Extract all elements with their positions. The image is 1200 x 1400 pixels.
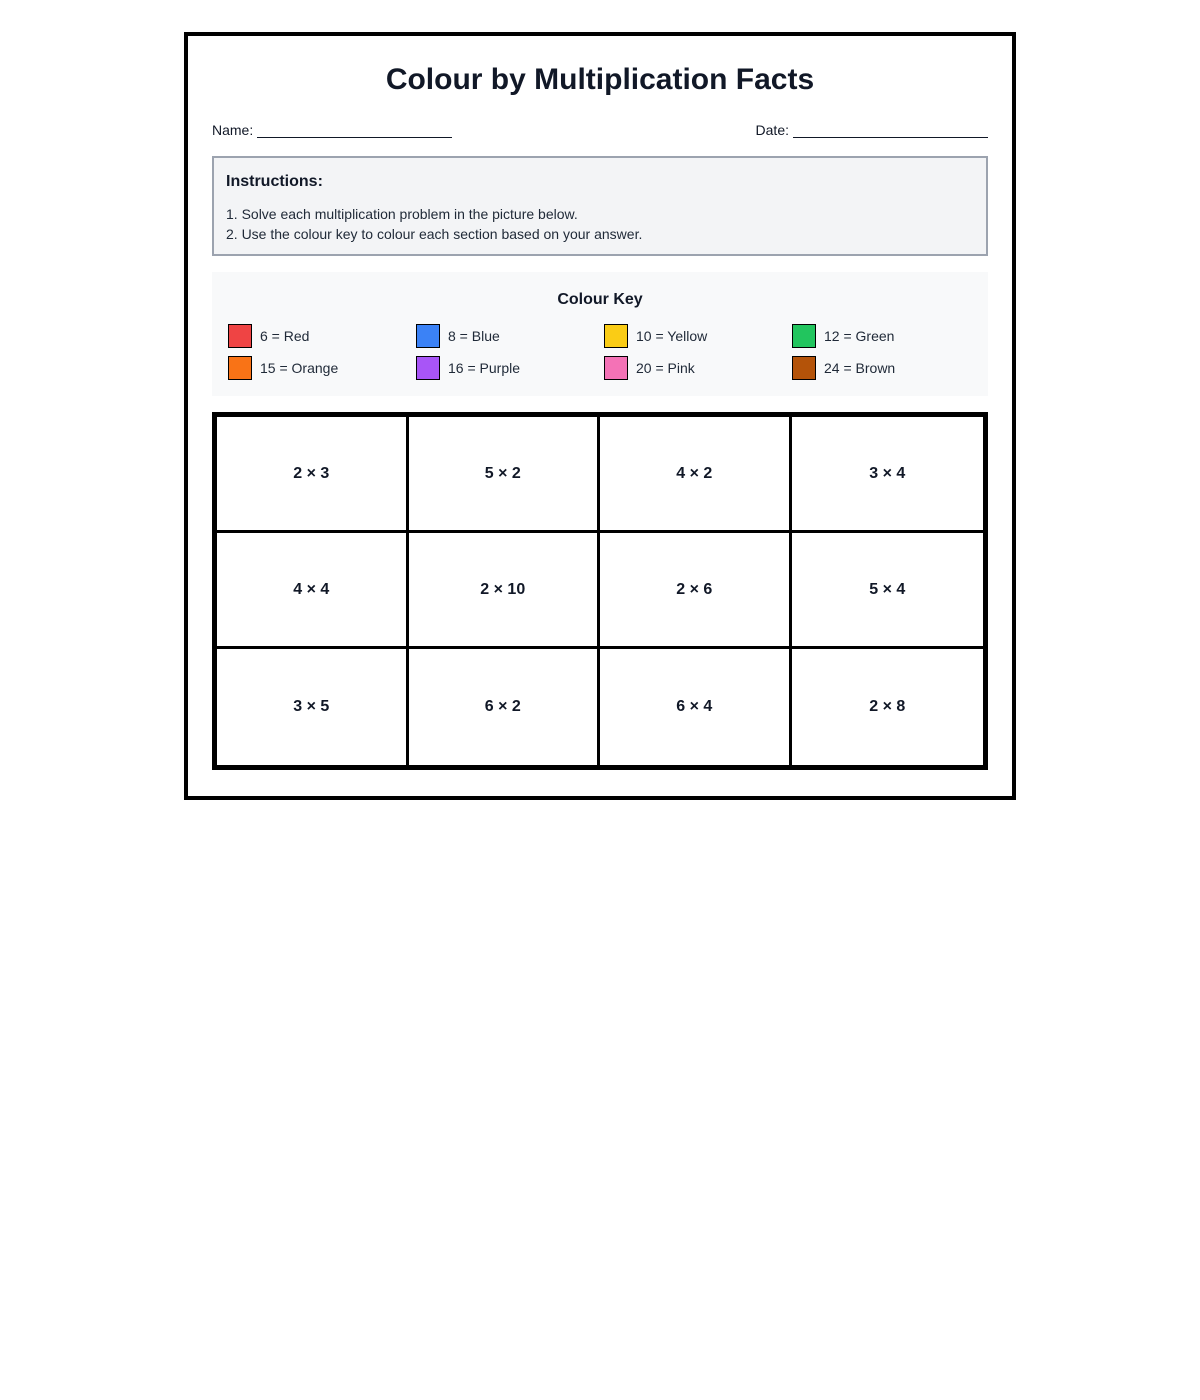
key-item-green bbox=[792, 324, 980, 348]
problem-cell[interactable]: 5 × 2 bbox=[409, 417, 601, 533]
orange-swatch bbox=[228, 356, 252, 380]
colour-key bbox=[212, 272, 988, 396]
date-label: Date: bbox=[755, 122, 789, 138]
key-item-purple bbox=[416, 356, 604, 380]
problem-cell[interactable]: 5 × 4 bbox=[792, 533, 984, 649]
colour-key-heading: Colour Key bbox=[557, 291, 643, 308]
green-swatch bbox=[792, 324, 816, 348]
problem-cell[interactable]: 3 × 5 bbox=[217, 649, 409, 765]
name-field bbox=[212, 118, 452, 138]
colour-key-grid bbox=[228, 324, 972, 380]
date-line[interactable] bbox=[793, 123, 988, 138]
key-item-brown bbox=[792, 356, 980, 380]
key-item-label: 20 = Pink bbox=[636, 360, 695, 376]
problem-cell[interactable]: 2 × 6 bbox=[600, 533, 792, 649]
pink-swatch bbox=[604, 356, 628, 380]
key-item-label: 8 = Blue bbox=[448, 328, 500, 344]
problem-grid bbox=[212, 412, 988, 770]
worksheet bbox=[184, 32, 1016, 800]
key-item-pink bbox=[604, 356, 792, 380]
instruction-step: 1. Solve each multiplication problem in the picture below. bbox=[226, 206, 578, 222]
problem-cell[interactable]: 3 × 4 bbox=[792, 417, 984, 533]
key-item-label: 24 = Brown bbox=[824, 360, 896, 376]
key-item-orange bbox=[228, 356, 416, 380]
key-item-label: 6 = Red bbox=[260, 328, 310, 344]
worksheet-title: Colour by Multiplication Facts bbox=[385, 63, 815, 96]
blue-swatch bbox=[416, 324, 440, 348]
key-item-red bbox=[228, 324, 416, 348]
problem-cell[interactable]: 6 × 2 bbox=[409, 649, 601, 765]
key-item-label: 16 = Purple bbox=[448, 360, 520, 376]
problem-cell[interactable]: 6 × 4 bbox=[600, 649, 792, 765]
problem-cell[interactable]: 4 × 2 bbox=[600, 417, 792, 533]
problem-cell[interactable]: 2 × 3 bbox=[217, 417, 409, 533]
instructions-box bbox=[212, 156, 988, 256]
key-item-label: 15 = Orange bbox=[260, 360, 339, 376]
name-label: Name: bbox=[212, 122, 254, 138]
purple-swatch bbox=[416, 356, 440, 380]
key-item-yellow bbox=[604, 324, 792, 348]
date-field bbox=[756, 118, 988, 138]
brown-swatch bbox=[792, 356, 816, 380]
name-date-row bbox=[212, 118, 988, 138]
problem-cell[interactable]: 2 × 10 bbox=[409, 533, 601, 649]
name-line[interactable] bbox=[257, 123, 452, 138]
problem-cell[interactable]: 2 × 8 bbox=[792, 649, 984, 765]
problem-cell[interactable]: 4 × 4 bbox=[217, 533, 409, 649]
instruction-step: 2. Use the colour key to colour each section based on your answer. bbox=[226, 226, 643, 242]
key-item-label: 12 = Green bbox=[824, 328, 895, 344]
key-item-blue bbox=[416, 324, 604, 348]
instructions-heading: Instructions: bbox=[226, 173, 323, 190]
key-item-label: 10 = Yellow bbox=[636, 328, 708, 344]
yellow-swatch bbox=[604, 324, 628, 348]
red-swatch bbox=[228, 324, 252, 348]
